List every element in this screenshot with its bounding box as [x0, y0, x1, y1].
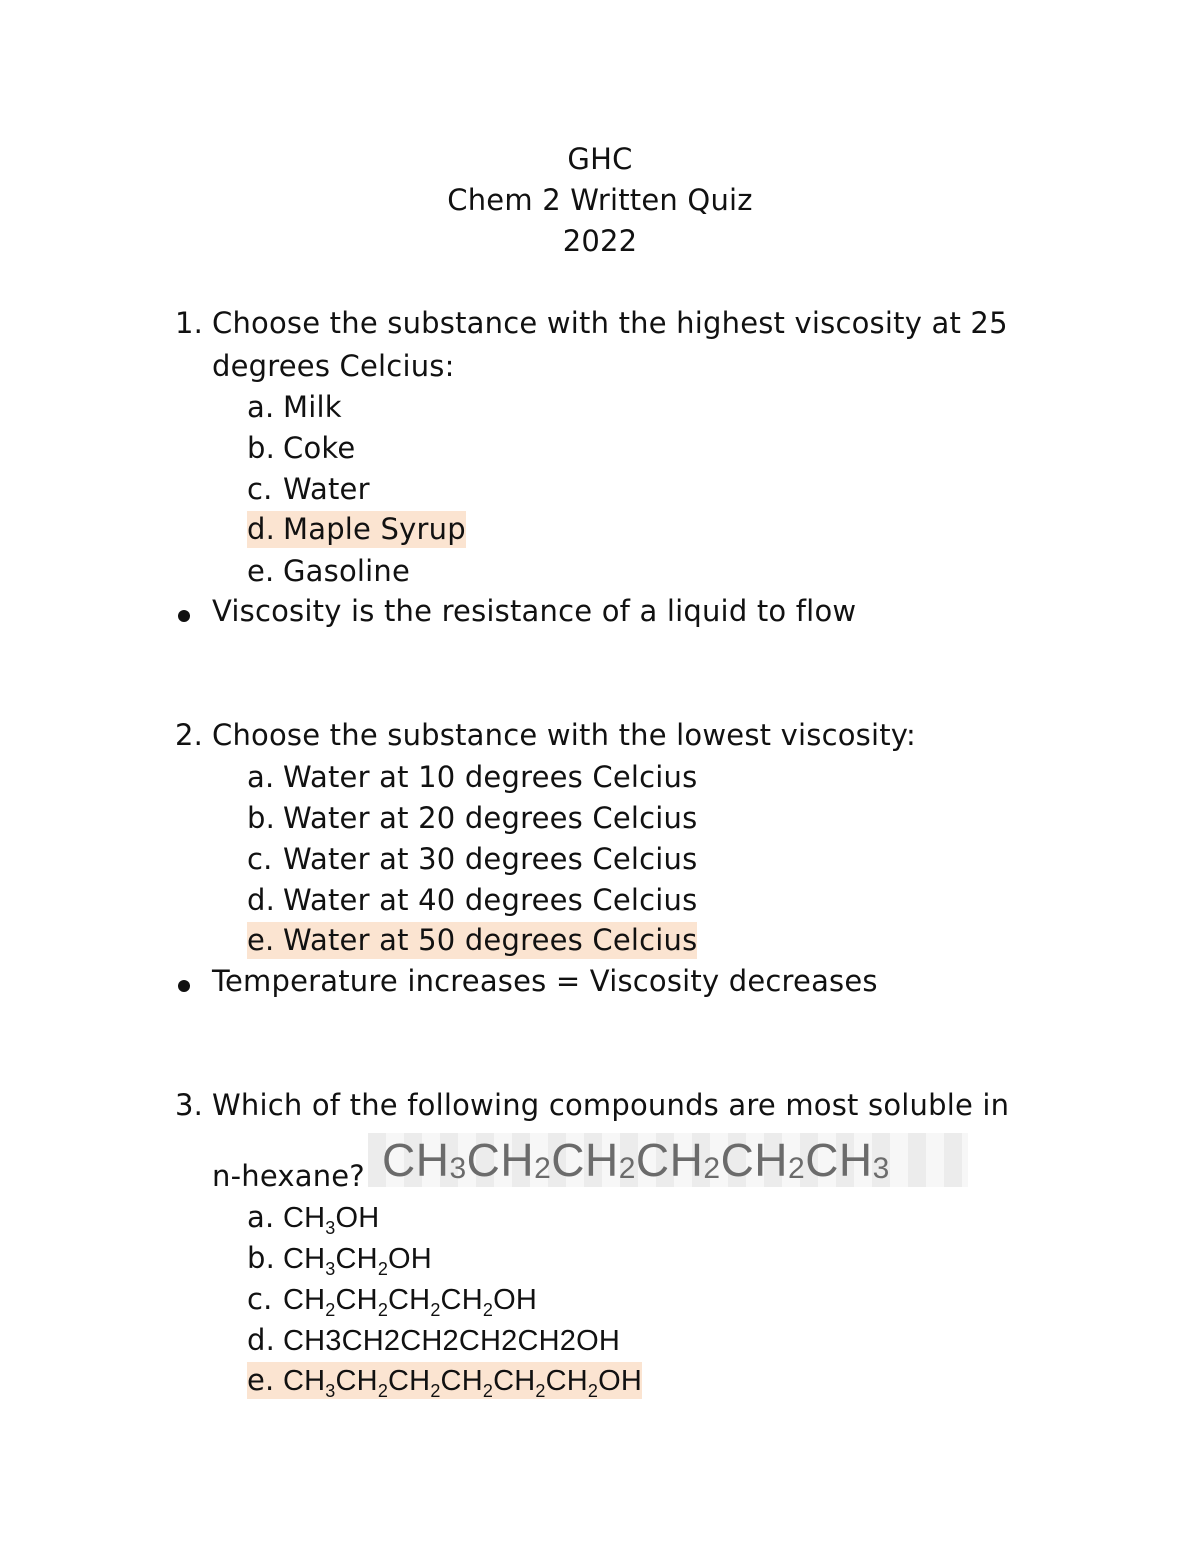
- option-e-highlighted: e. $CH_3CH_2CH_2CH_2CH_2CH_2OH$: [247, 1363, 642, 1401]
- question-text: Choose the substance with the lowest viscosity:: [212, 718, 917, 752]
- option-d: d. Water at 40 degrees Celcius: [247, 883, 698, 917]
- option-text: $CH_3OH$: [283, 1202, 380, 1238]
- option-b: b. Water at 20 degrees Celcius: [247, 801, 698, 835]
- option-text: Maple Syrup: [283, 512, 466, 546]
- option-d: d. CH3CH2CH2CH2CH2OH: [247, 1323, 620, 1357]
- option-text: Milk: [283, 390, 342, 424]
- question-note: Temperature increases = Viscosity decreases: [212, 964, 878, 998]
- option-e-highlighted: e. Water at 50 degrees Celcius: [247, 923, 698, 957]
- option-e: e. Gasoline: [247, 554, 411, 588]
- option-text: CH3CH2CH2CH2CH2OH: [283, 1325, 620, 1357]
- document-header: [0, 139, 1200, 262]
- option-text: $CH_3CH_2OH$: [283, 1243, 432, 1279]
- question-text: Choose the substance with the highest viscosity at 25: [212, 306, 1008, 340]
- option-text: Water at 30 degrees Celcius: [283, 842, 698, 876]
- option-c: c. Water at 30 degrees Celcius: [247, 842, 698, 876]
- option-c: c. $CH_2CH_2CH_2CH_2OH$: [247, 1282, 537, 1320]
- option-a: a. $CH_3OH$: [247, 1200, 380, 1238]
- option-text: Water at 10 degrees Celcius: [283, 760, 698, 794]
- option-b: b. Coke: [247, 431, 356, 465]
- option-text: Coke: [283, 431, 356, 465]
- option-text: $CH_3CH_2CH_2CH_2CH_2CH_2OH$: [283, 1365, 642, 1401]
- header-school: GHC: [567, 142, 633, 176]
- question-number: 2.: [175, 718, 204, 752]
- option-a: a. Water at 10 degrees Celcius: [247, 760, 698, 794]
- question-number: 3.: [175, 1088, 204, 1122]
- header-year: 2022: [562, 224, 638, 258]
- option-b: b. $CH_3CH_2OH$: [247, 1241, 432, 1279]
- header-title: Chem 2 Written Quiz: [447, 183, 753, 217]
- question-number: 1.: [175, 306, 204, 340]
- option-c: c. Water: [247, 472, 370, 506]
- option-text: Water: [283, 472, 370, 506]
- option-text: Water at 20 degrees Celcius: [283, 801, 698, 835]
- option-a: a. Milk: [247, 390, 342, 424]
- question-text: Which of the following compounds are most soluble in: [212, 1088, 1010, 1122]
- question-text-continued: n-hexane?: [212, 1159, 365, 1193]
- option-text: Water at 50 degrees Celcius: [283, 923, 698, 957]
- hexane-formula-image: $CH_3CH_2CH_2CH_2CH_2CH_3$: [368, 1133, 968, 1187]
- option-text: Water at 40 degrees Celcius: [283, 883, 698, 917]
- option-text: $CH_2CH_2CH_2CH_2OH$: [283, 1284, 537, 1320]
- option-d-highlighted: d. Maple Syrup: [247, 512, 466, 546]
- question-text-continued: degrees Celcius:: [212, 349, 455, 383]
- question-note: Viscosity is the resistance of a liquid to flow: [212, 594, 857, 628]
- option-text: Gasoline: [283, 554, 411, 588]
